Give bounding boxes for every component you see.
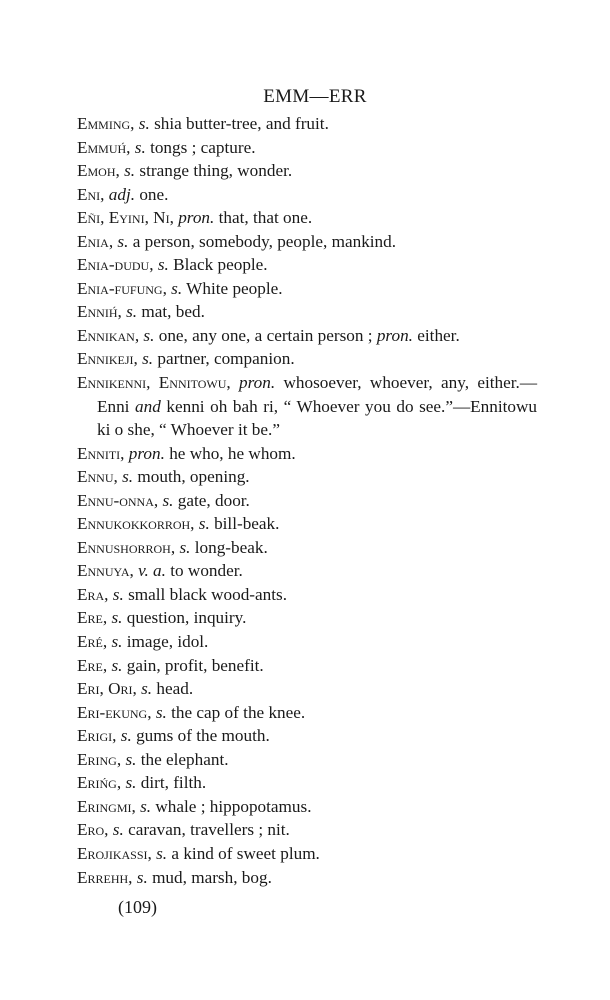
headword: Ero bbox=[77, 820, 105, 840]
definition: that, that one. bbox=[218, 208, 313, 228]
definition: mouth, opening. bbox=[137, 467, 250, 487]
headword: Eri, Ori bbox=[77, 679, 133, 699]
definition: either. bbox=[417, 325, 460, 345]
dictionary-entry: Erińg, s. dirt, filth. bbox=[77, 773, 207, 793]
dictionary-entry: Eri-ekung, s. the cap of the knee. bbox=[77, 702, 306, 722]
dictionary-entry: Enia-dudu, s. Black people. bbox=[77, 255, 268, 275]
headword: Ennu bbox=[77, 467, 114, 487]
definition: dirt, filth. bbox=[140, 773, 207, 793]
running-head: EMM—ERR bbox=[263, 86, 367, 107]
part-of-speech: s. bbox=[155, 702, 167, 722]
headword: Ennikeji bbox=[77, 349, 134, 369]
part-of-speech: pron. bbox=[239, 373, 276, 393]
definition: tongs ; capture. bbox=[150, 137, 256, 157]
dictionary-entry: Enia, s. a person, somebody, people, mankind. bbox=[77, 231, 397, 251]
definition: caravan, travellers ; nit. bbox=[128, 820, 290, 840]
definition: the cap of the knee. bbox=[171, 702, 306, 722]
headword: Era bbox=[77, 584, 105, 604]
headword: Ennih́ bbox=[77, 302, 118, 322]
definition: gain, profit, benefit. bbox=[126, 655, 264, 675]
headword: Ennuya bbox=[77, 561, 130, 581]
part-of-speech: s. bbox=[157, 255, 169, 275]
definition: small black wood-ants. bbox=[128, 584, 288, 604]
page-number: (109) bbox=[118, 897, 157, 917]
headword: Erińg bbox=[77, 773, 117, 793]
part-of-speech: s. bbox=[125, 773, 137, 793]
headword: Eri-ekung bbox=[77, 702, 148, 722]
part-of-speech: s. bbox=[138, 114, 150, 133]
dictionary-entry: Erigi, s. gums of the mouth. bbox=[77, 726, 270, 746]
headword: Erojikassi bbox=[77, 843, 148, 863]
dictionary-entry: Eni, adj. one. bbox=[77, 184, 169, 204]
part-of-speech: adj. bbox=[108, 184, 136, 204]
headword: Erigi bbox=[77, 726, 113, 746]
definition: mud, marsh, bog. bbox=[152, 867, 272, 887]
definition: head. bbox=[156, 679, 194, 699]
part-of-speech: s. bbox=[112, 584, 124, 604]
entry-list bbox=[77, 112, 537, 889]
headword: Eringmi bbox=[77, 796, 132, 816]
headword: Enia-dudu bbox=[77, 255, 150, 275]
dictionary-entry: Ennushorroh, s. long-beak. bbox=[77, 537, 268, 557]
definition: a person, somebody, people, mankind. bbox=[132, 231, 397, 251]
part-of-speech: s. bbox=[143, 325, 155, 345]
dictionary-entry: Erojikassi, s. a kind of sweet plum. bbox=[77, 843, 320, 863]
part-of-speech: s. bbox=[117, 231, 129, 251]
dictionary-entry: Ennikeji, s. partner, companion. bbox=[77, 349, 295, 369]
definition: whale ; hippopotamus. bbox=[155, 796, 312, 816]
part-of-speech: pron. bbox=[178, 208, 215, 228]
part-of-speech: s. bbox=[126, 302, 138, 322]
definition: gate, door. bbox=[177, 490, 250, 510]
dictionary-entry: Ero, s. caravan, travellers ; nit. bbox=[77, 820, 290, 840]
headword: Emoh bbox=[77, 161, 116, 181]
headword: Errehh bbox=[77, 867, 129, 887]
part-of-speech: s. bbox=[136, 867, 148, 887]
dictionary-entry: Ere, s. gain, profit, benefit. bbox=[77, 655, 264, 675]
dictionary-entry: Ere, s. question, inquiry. bbox=[77, 608, 247, 628]
headword: Emming bbox=[77, 114, 131, 133]
definition: image, idol. bbox=[126, 632, 209, 652]
part-of-speech: s. bbox=[141, 679, 153, 699]
part-of-speech: s. bbox=[134, 137, 146, 157]
part-of-speech: s. bbox=[140, 796, 152, 816]
definition: one. bbox=[139, 184, 169, 204]
part-of-speech: s. bbox=[179, 537, 191, 557]
part-of-speech: s. bbox=[111, 632, 123, 652]
part-of-speech: s. bbox=[112, 820, 124, 840]
part-of-speech: s. bbox=[124, 161, 136, 181]
headword: Emmuh́ bbox=[77, 137, 127, 157]
definition: gums of the mouth. bbox=[136, 726, 270, 746]
headword: Eré bbox=[77, 632, 103, 652]
italic-word: and bbox=[135, 396, 161, 416]
definition: kenni oh bah ri, “ Whoever you do see.”—Ennitowu ki o she, “ Whoever it be.” bbox=[97, 396, 538, 440]
definition: one, any one, a certain person ; bbox=[158, 325, 373, 345]
definition: mat, bed. bbox=[141, 302, 205, 322]
part-of-speech: s. bbox=[125, 749, 137, 769]
headword: Enia-fufung bbox=[77, 278, 163, 298]
dictionary-entry: Eré, s. image, idol. bbox=[77, 632, 209, 652]
headword: Ere bbox=[77, 655, 103, 675]
part-of-speech: s. bbox=[156, 843, 168, 863]
part-of-speech: s. bbox=[122, 467, 134, 487]
part-of-speech: s. bbox=[171, 278, 183, 298]
headword: Ere bbox=[77, 608, 103, 628]
part-of-speech: s. bbox=[142, 349, 154, 369]
headword: Eni bbox=[77, 184, 101, 204]
part-of-speech: s. bbox=[111, 655, 123, 675]
part-of-speech: v. a. bbox=[138, 561, 166, 581]
headword: Ennikan bbox=[77, 325, 135, 345]
definition: the elephant. bbox=[140, 749, 229, 769]
dictionary-entry: Eñi, Eyini, Ni, pron. that, that one. bbox=[77, 208, 313, 228]
dictionary-entry: Emming, s. shia butter-tree, and fruit. bbox=[77, 114, 329, 133]
dictionary-entry: Errehh, s. mud, marsh, bog. bbox=[77, 867, 272, 887]
headword: Enniti bbox=[77, 443, 121, 463]
dictionary-entry: Ennuya, v. a. to wonder. bbox=[77, 561, 243, 581]
headword: Eñi, Eyini, Ni bbox=[77, 208, 170, 228]
definition: bill-beak. bbox=[214, 514, 280, 534]
definition: question, inquiry. bbox=[126, 608, 247, 628]
definition: a kind of sweet plum. bbox=[171, 843, 320, 863]
dictionary-entry: Ennu-onna, s. gate, door. bbox=[77, 490, 250, 510]
definition: whosoever, whoever, any, either.—Enni bbox=[97, 373, 538, 416]
headword: Ennu-onna bbox=[77, 490, 154, 510]
dictionary-entry: Emoh, s. strange thing, wonder. bbox=[77, 161, 293, 181]
dictionary-entry: Ering, s. the elephant. bbox=[77, 749, 229, 769]
headword: Ering bbox=[77, 749, 117, 769]
headword: Ennikenni, Ennitowu bbox=[77, 373, 227, 393]
part-of-speech: pron. bbox=[128, 443, 165, 463]
part-of-speech: pron. bbox=[376, 325, 413, 345]
dictionary-entry: Ennikenni, Ennitowu, pron. whosoever, whoever, any, either.—Enni and kenni oh bah ri, “ Whoever you do see.”—Ennitowu ki o she, “ Whoever it be.” bbox=[77, 373, 538, 440]
definition: Black people. bbox=[173, 255, 268, 275]
definition: he who, he whom. bbox=[169, 443, 296, 463]
dictionary-entry: Enia-fufung, s. White people. bbox=[77, 278, 283, 298]
definition: shia butter-tree, and fruit. bbox=[154, 114, 329, 133]
headword: Enia bbox=[77, 231, 109, 251]
definition: White people. bbox=[186, 278, 283, 298]
headword: Ennushorroh bbox=[77, 537, 171, 557]
part-of-speech: s. bbox=[111, 608, 123, 628]
definition: partner, companion. bbox=[157, 349, 295, 369]
dictionary-entry: Ennikan, s. one, any one, a certain person ; pron. either. bbox=[77, 325, 460, 345]
headword: Ennukokkorroh bbox=[77, 514, 191, 534]
dictionary-entry: Ennih́, s. mat, bed. bbox=[77, 302, 205, 322]
definition: to wonder. bbox=[170, 561, 243, 581]
part-of-speech: s. bbox=[120, 726, 132, 746]
dictionary-entry: Enniti, pron. he who, he whom. bbox=[77, 443, 296, 463]
dictionary-entry: Ennu, s. mouth, opening. bbox=[77, 467, 250, 487]
dictionary-entry: Eringmi, s. whale ; hippopotamus. bbox=[77, 796, 312, 816]
part-of-speech: s. bbox=[162, 490, 174, 510]
dictionary-entry: Era, s. small black wood-ants. bbox=[77, 584, 288, 604]
part-of-speech: s. bbox=[198, 514, 210, 534]
definition: long-beak. bbox=[194, 537, 268, 557]
dictionary-entry: Ennukokkorroh, s. bill-beak. bbox=[77, 514, 280, 534]
definition: strange thing, wonder. bbox=[139, 161, 293, 181]
dictionary-entry: Emmuh́, s. tongs ; capture. bbox=[77, 137, 256, 157]
dictionary-entry: Eri, Ori, s. head. bbox=[77, 679, 194, 699]
